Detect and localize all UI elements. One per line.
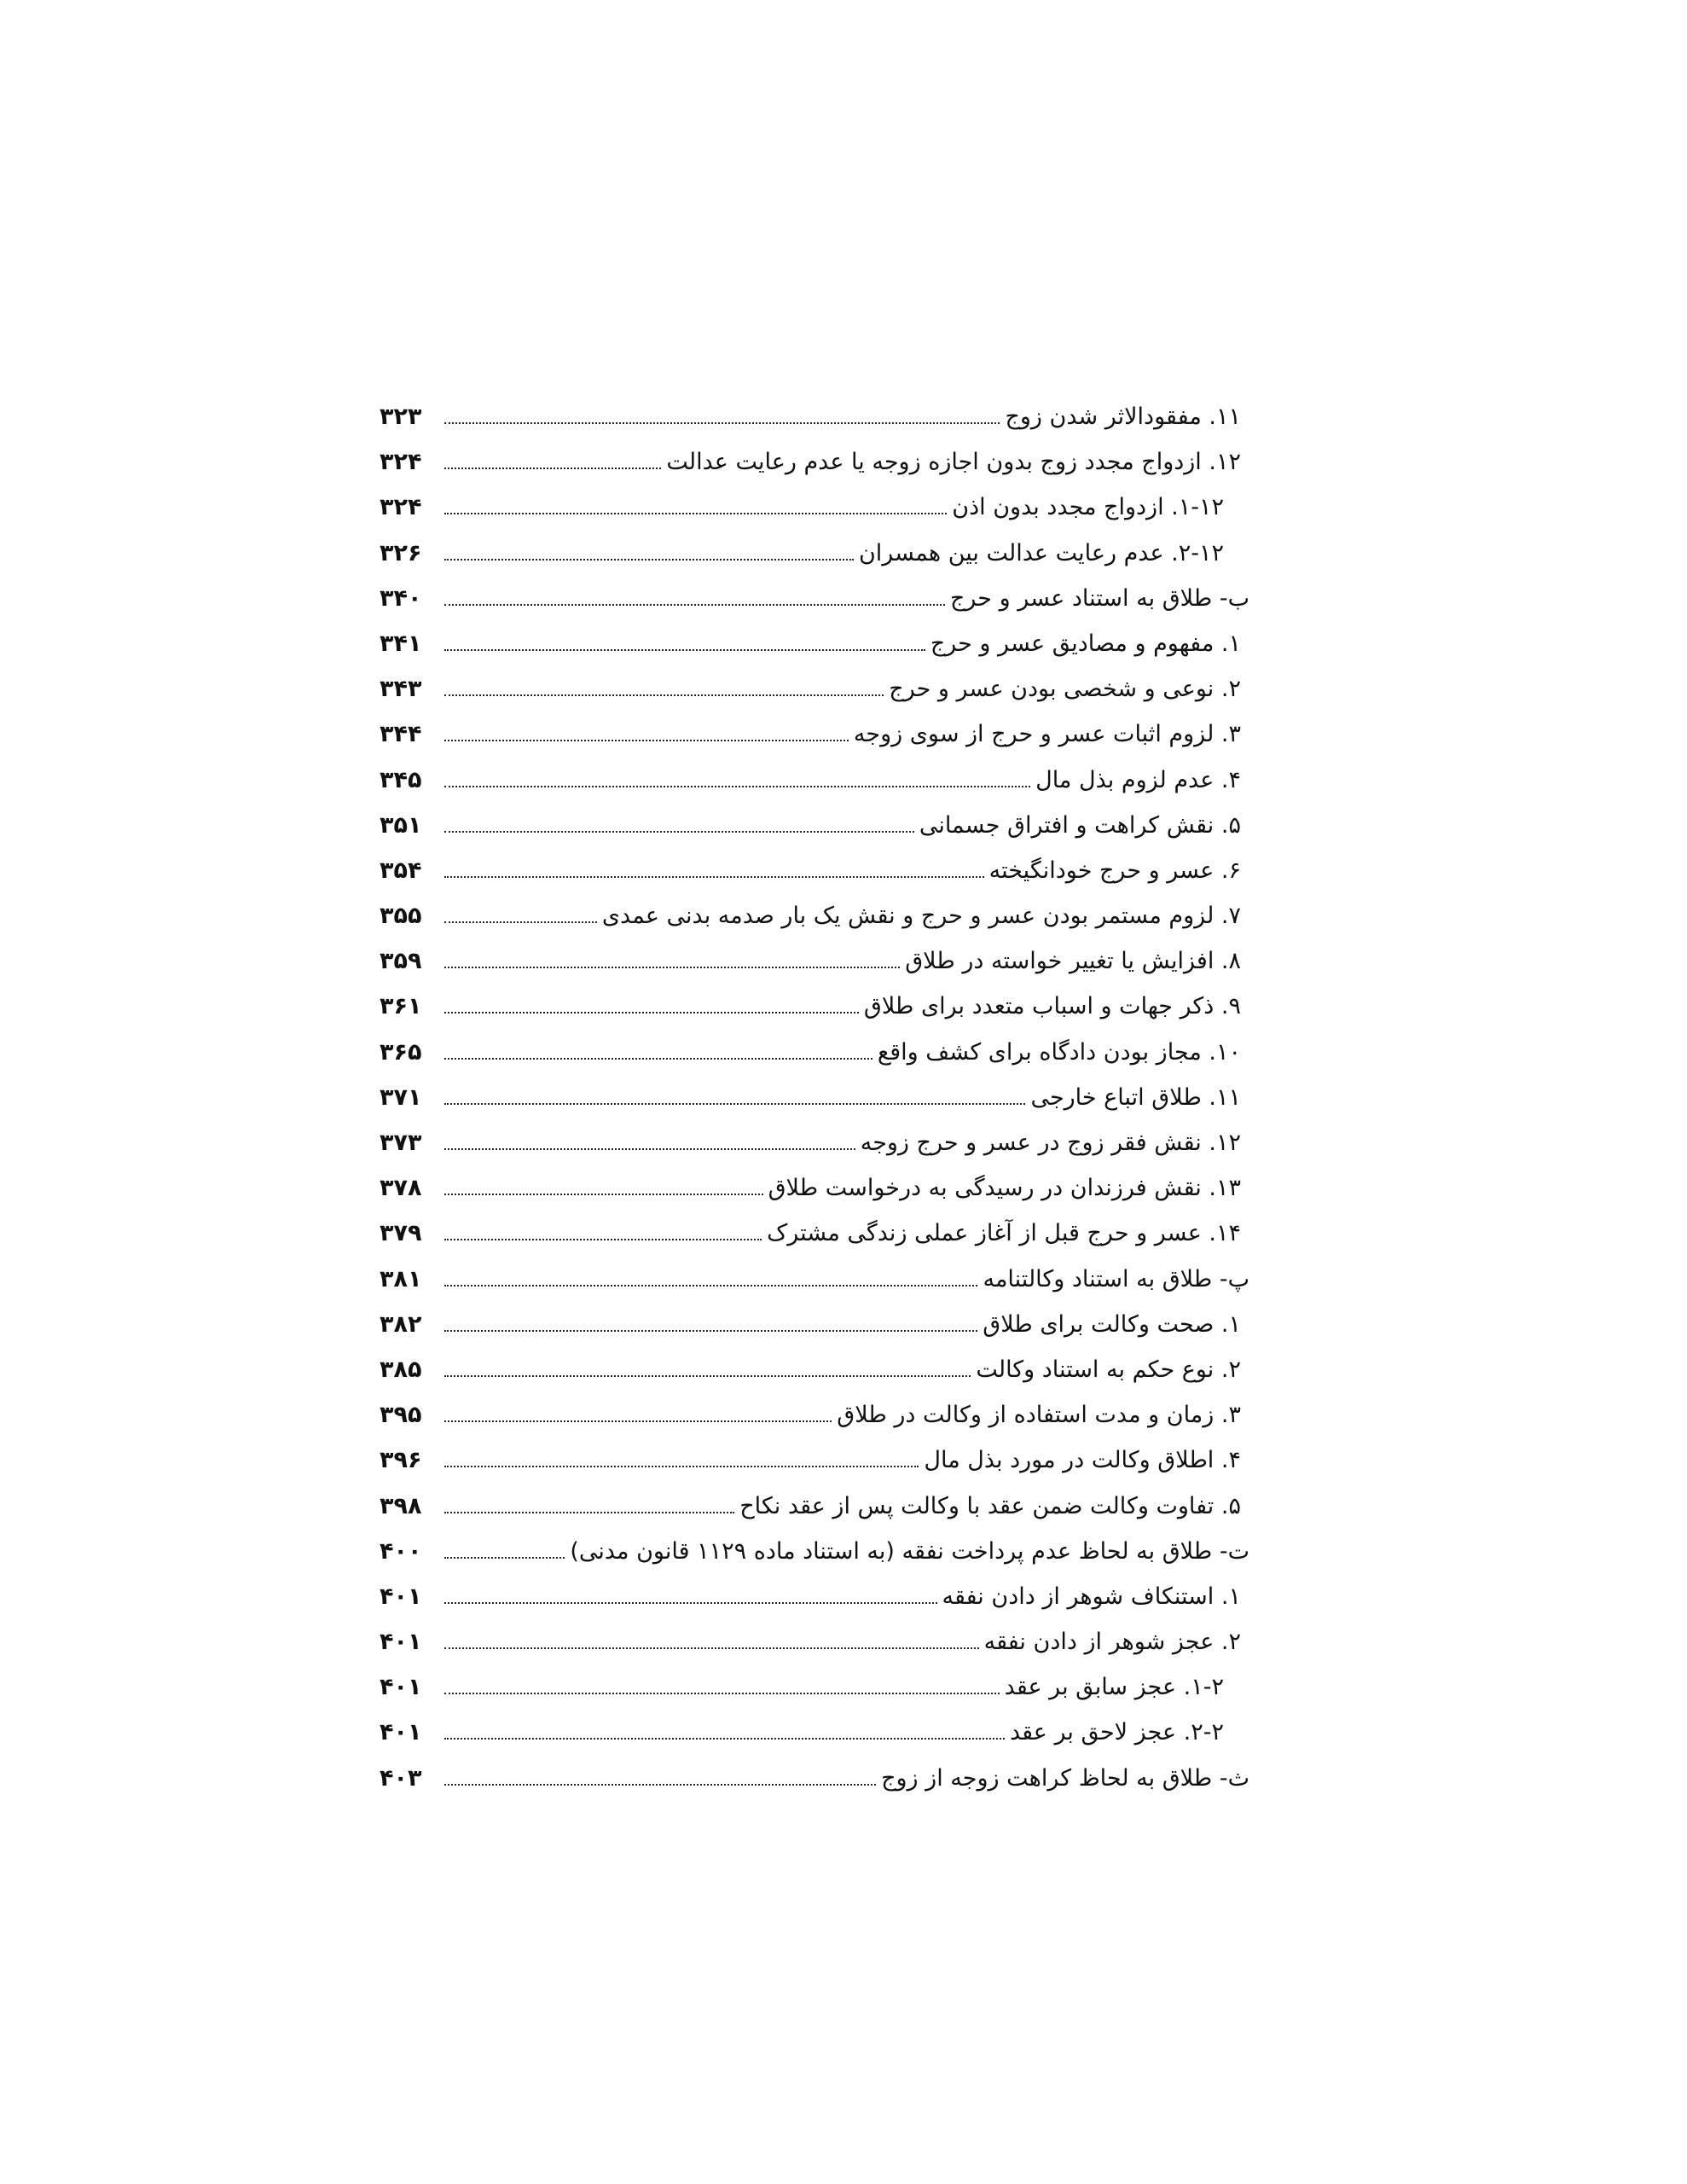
- toc-entry-title: ۴. اطلاق وکالت در مورد بذل مال: [924, 1447, 1241, 1474]
- toc-entry-page-number: ۳۷۱: [380, 1083, 422, 1111]
- toc-entry: [380, 712, 1249, 757]
- toc-entry-page-number: ۳۹۵: [380, 1402, 422, 1429]
- toc-entry-title: ۲. نوع حکم به استناد وکالت: [976, 1356, 1241, 1383]
- toc-entry: [380, 1664, 1249, 1710]
- toc-entry: [380, 439, 1249, 485]
- toc-leader-dots: [444, 468, 661, 469]
- toc-leader-dots: [444, 604, 945, 606]
- toc-leader-dots: [444, 1012, 859, 1014]
- toc-entry-page-number: ۳۲۴: [380, 449, 422, 476]
- toc-leader-dots: [444, 1466, 919, 1467]
- toc-entry: [380, 1302, 1249, 1347]
- toc-entry-title: ۵. تفاوت وکالت ضمن عقد با وکالت پس از عقد نکاح: [739, 1492, 1241, 1519]
- toc-entry-title: ۲. عجز شوهر از دادن نفقه: [983, 1629, 1241, 1656]
- toc-entry: [380, 1619, 1249, 1664]
- toc-entry-page-number: ۳۹۸: [380, 1492, 422, 1519]
- toc-entry-page-number: ۳۴۰: [380, 584, 422, 612]
- toc-leader-dots: [444, 1602, 937, 1604]
- toc-leader-dots: [444, 1557, 565, 1559]
- toc-entry: [380, 1120, 1249, 1165]
- toc-entry: [380, 1438, 1249, 1483]
- toc-entry-title: ۴. عدم لزوم بذل مال: [1035, 766, 1241, 793]
- toc-entry-page-number: ۳۸۱: [380, 1265, 422, 1292]
- toc-entry-page-number: ۳۶۵: [380, 1038, 422, 1066]
- toc-entry-title: ۱۳. نقش فرزندان در رسیدگی به درخواست طلاق: [768, 1175, 1241, 1202]
- toc-entry: [380, 666, 1249, 712]
- toc-entry-title: ۱. مفهوم و مصادیق عسر و حرج: [930, 630, 1241, 657]
- toc-entry-title: ۳. لزوم اثبات عسر و حرج از سوی زوجه: [853, 721, 1241, 748]
- toc-entry-page-number: ۳۷۹: [380, 1220, 422, 1247]
- toc-leader-dots: [444, 1103, 1025, 1105]
- toc-entry-title: پ- طلاق به استناد وکالتنامه: [983, 1265, 1249, 1292]
- toc-leader-dots: [444, 1239, 762, 1240]
- toc-entry-title: ۶. عسر و حرج خودانگیخته: [988, 857, 1241, 884]
- toc-entry-page-number: ۴۰۱: [380, 1719, 422, 1746]
- toc-leader-dots: [444, 513, 947, 514]
- toc-entry: [380, 1347, 1249, 1392]
- toc-entry-title: ۱-۲. عجز سابق بر عقد: [1004, 1674, 1224, 1701]
- toc-entry-title: ۱۱. طلاق اتباع خارجی: [1030, 1083, 1241, 1111]
- toc-entry-page-number: ۳۹۶: [380, 1447, 422, 1474]
- toc-leader-dots: [444, 422, 1000, 424]
- toc-entry-title: ۱۰. مجاز بودن دادگاه برای کشف واقع: [877, 1038, 1241, 1066]
- toc-entry: [380, 1165, 1249, 1211]
- toc-entry: [380, 1075, 1249, 1120]
- toc-entry-title: ۸. افزایش یا تغییر خواسته در طلاق: [905, 948, 1241, 975]
- toc-entry: [380, 1710, 1249, 1755]
- toc-leader-dots: [444, 1194, 763, 1195]
- toc-entry: [380, 1257, 1249, 1302]
- toc-entry-page-number: ۳۵۱: [380, 811, 422, 839]
- toc-entry-title: ۳. زمان و مدت استفاده از وکالت در طلاق: [837, 1402, 1241, 1429]
- toc-entry-page-number: ۳۵۴: [380, 857, 422, 884]
- toc-entry-page-number: ۳۴۵: [380, 766, 422, 793]
- toc-leader-dots: [444, 1738, 1005, 1740]
- toc-entry-page-number: ۴۰۳: [380, 1764, 422, 1792]
- toc-leader-dots: [444, 1148, 855, 1150]
- toc-entry: [380, 531, 1249, 576]
- toc-leader-dots: [444, 649, 925, 651]
- toc-leader-dots: [444, 921, 597, 923]
- toc-entry-title: ۱۴. عسر و حرج قبل از آغاز عملی زندگی مشترک: [767, 1220, 1241, 1247]
- toc-entry: [380, 848, 1249, 893]
- toc-entry-title: ۱۲. نقش فقر زوج در عسر و حرج زوجه: [860, 1130, 1241, 1156]
- toc-entry-title: ۲. نوعی و شخصی بودن عسر و حرج: [889, 676, 1241, 703]
- toc-entry-page-number: ۳۲۳: [380, 404, 422, 430]
- toc-leader-dots: [444, 831, 914, 833]
- toc-leader-dots: [444, 1784, 876, 1786]
- toc-leader-dots: [444, 1647, 979, 1649]
- toc-entry-title: ۷. لزوم مستمر بودن عسر و حرج و نقش یک بار صدمه بدنی عمدی: [601, 903, 1241, 930]
- toc-entry-page-number: ۳۷۳: [380, 1130, 422, 1156]
- toc-leader-dots: [444, 1285, 977, 1287]
- toc-leader-dots: [444, 876, 984, 878]
- toc-leader-dots: [444, 786, 1030, 787]
- toc-entry: [380, 1211, 1249, 1256]
- toc-entry-title: ۲-۲. عجز لاحق بر عقد: [1009, 1719, 1224, 1746]
- toc-leader-dots: [444, 740, 849, 741]
- toc-entry-title: ۱۲. ازدواج مجدد زوج بدون اجازه زوجه یا عدم رعایت عدالت: [666, 449, 1241, 476]
- toc-leader-dots: [444, 1420, 832, 1422]
- toc-entry-title: ۱. صحت وکالت برای طلاق: [983, 1310, 1241, 1338]
- toc-entry-page-number: ۴۰۱: [380, 1629, 422, 1656]
- toc-entry-title: ۱. استنکاف شوهر از دادن نفقه: [942, 1583, 1241, 1610]
- toc-leader-dots: [444, 559, 854, 561]
- toc-entry-page-number: ۳۵۹: [380, 948, 422, 975]
- toc-entry: [380, 576, 1249, 621]
- toc-entry: [380, 1030, 1249, 1075]
- toc-entry-title: ۲-۱۲. عدم رعایت عدالت بین همسران: [858, 539, 1224, 566]
- toc-leader-dots: [444, 1512, 734, 1513]
- toc-entry-title: ۹. ذکر جهات و اسباب متعدد برای طلاق: [863, 993, 1241, 1020]
- toc-entry: [380, 1574, 1249, 1619]
- table-of-contents: [380, 394, 1249, 1801]
- toc-entry-page-number: ۳۲۶: [380, 539, 422, 566]
- toc-leader-dots: [444, 1693, 1000, 1694]
- toc-entry-page-number: ۳۵۵: [380, 903, 422, 930]
- toc-entry-page-number: ۴۰۱: [380, 1583, 422, 1610]
- toc-entry-page-number: ۳۴۱: [380, 630, 422, 657]
- toc-entry: [380, 938, 1249, 984]
- toc-entry: [380, 394, 1249, 439]
- toc-entry: [380, 1392, 1249, 1438]
- toc-entry-page-number: ۳۶۱: [380, 993, 422, 1020]
- toc-leader-dots: [444, 694, 884, 696]
- toc-entry-title: ۱-۱۲. ازدواج مجدد بدون اذن: [952, 494, 1224, 521]
- toc-entry-title: ث- طلاق به لحاظ کراهت زوجه از زوج: [881, 1764, 1249, 1792]
- toc-entry-title: ۵. نقش کراهت و افتراق جسمانی: [919, 811, 1241, 839]
- toc-entry: [380, 1756, 1249, 1801]
- toc-entry: [380, 803, 1249, 848]
- toc-entry-title: ب- طلاق به استناد عسر و حرج: [949, 584, 1249, 612]
- toc-entry-page-number: ۳۸۵: [380, 1356, 422, 1383]
- toc-leader-dots: [444, 1375, 971, 1377]
- toc-entry-page-number: ۴۰۱: [380, 1674, 422, 1701]
- toc-entry: [380, 984, 1249, 1029]
- toc-entry: [380, 1484, 1249, 1529]
- toc-entry: [380, 621, 1249, 666]
- toc-entry: [380, 485, 1249, 530]
- toc-entry-page-number: ۳۷۸: [380, 1175, 422, 1202]
- toc-entry-page-number: ۳۸۲: [380, 1310, 422, 1338]
- toc-entry: [380, 1529, 1249, 1574]
- toc-entry-page-number: ۳۴۳: [380, 676, 422, 703]
- toc-entry: [380, 893, 1249, 938]
- toc-entry-title: ت- طلاق به لحاظ عدم پرداخت نفقه (به استناد ماده ۱۱۲۹ قانون مدنی): [570, 1537, 1249, 1565]
- toc-entry-page-number: ۳۲۴: [380, 494, 422, 521]
- toc-leader-dots: [444, 1330, 977, 1332]
- toc-entry: [380, 758, 1249, 803]
- toc-entry-title: ۱۱. مفقودالاثر شدن زوج: [1005, 404, 1241, 430]
- toc-leader-dots: [444, 967, 900, 968]
- toc-entry-page-number: ۴۰۰: [380, 1537, 422, 1565]
- toc-leader-dots: [444, 1058, 872, 1060]
- toc-entry-page-number: ۳۴۴: [380, 721, 422, 748]
